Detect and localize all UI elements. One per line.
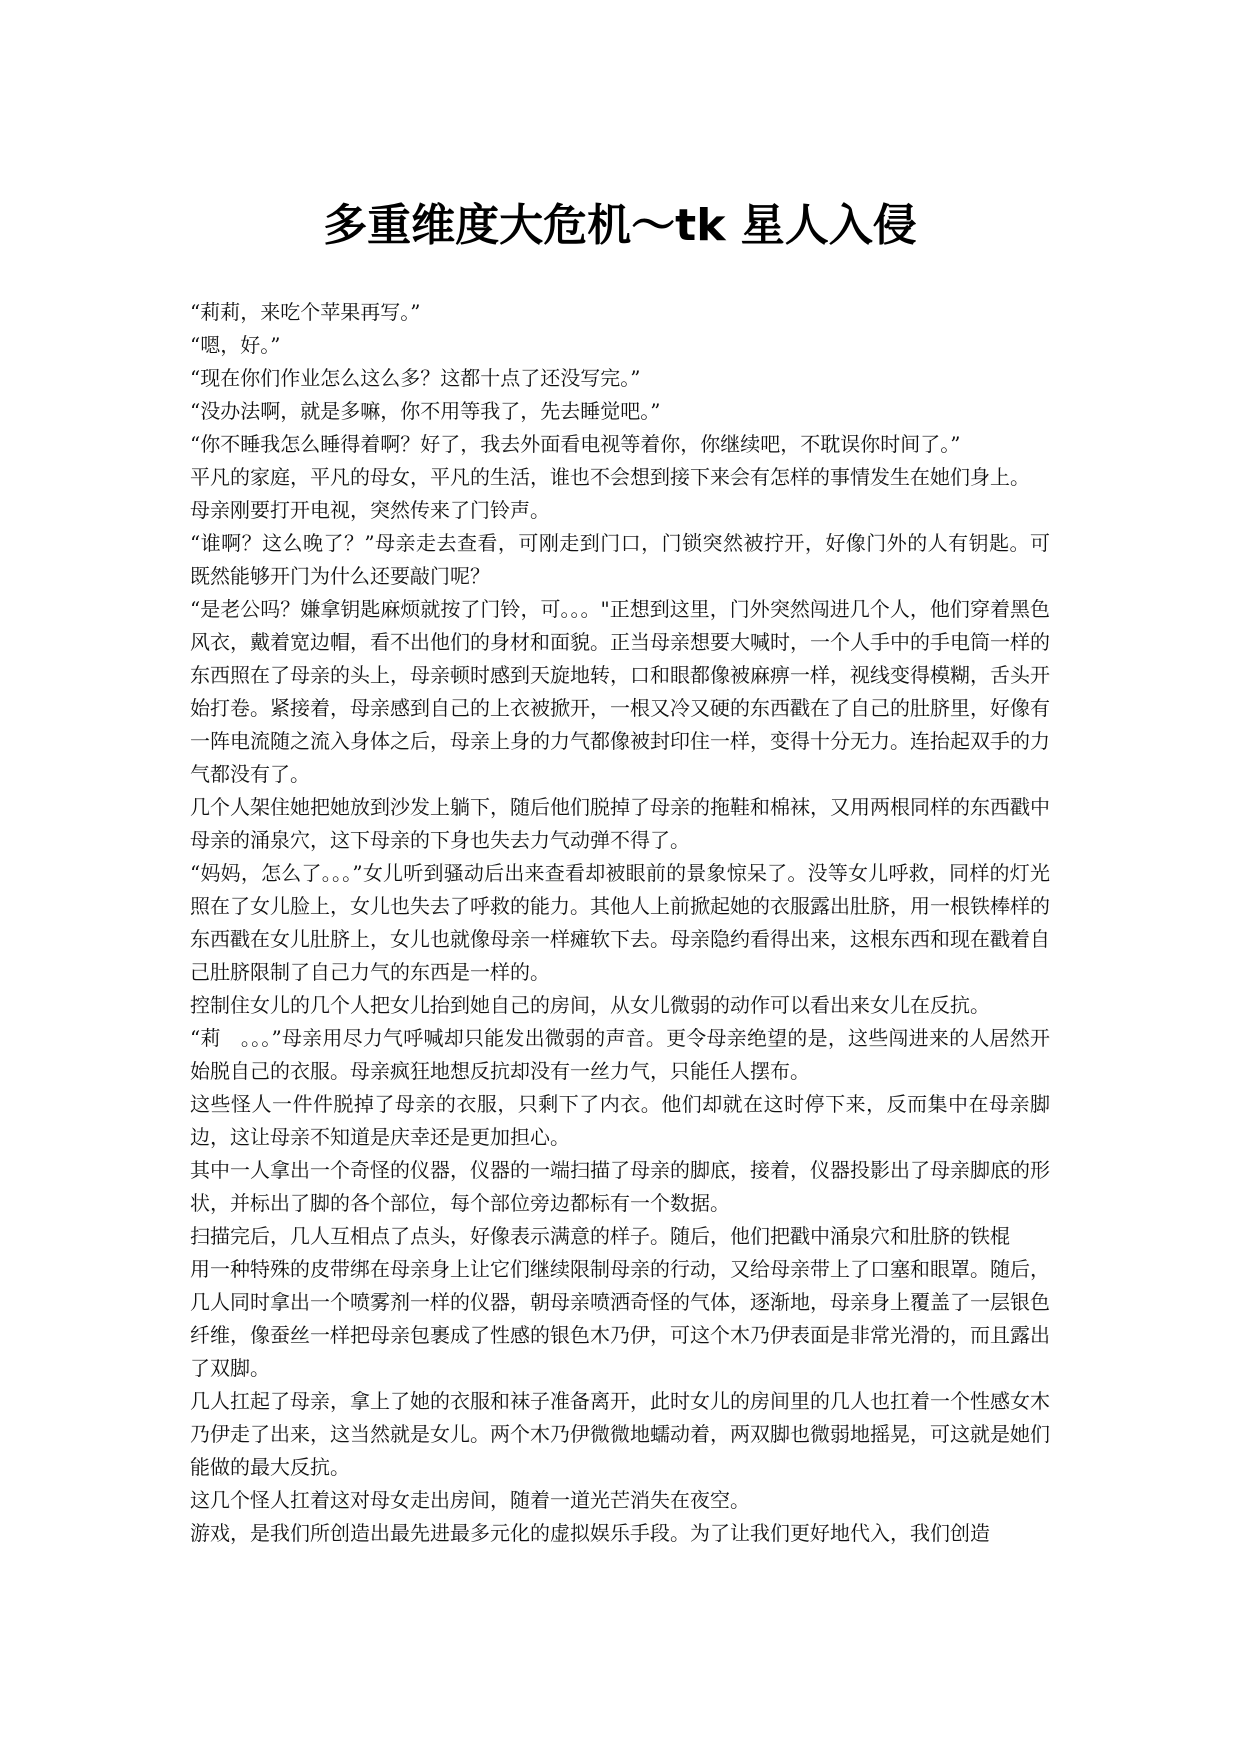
paragraph: 这几个怪人扛着这对母女走出房间，随着一道光芒消失在夜空。 [190,1488,750,1512]
paragraph: “嗯，好。” [190,333,281,357]
paragraph: 几个人架住她把她放到沙发上躺下，随后他们脱掉了母亲的拖鞋和棉袜，又用两根同样的东西戳中母亲的涌泉穴，这下母亲的下身也失去力气动弹不得了。 [190,795,1050,852]
paragraph: 扫描完后，几人互相点了点头，好像表示满意的样子。随后，他们把戳中涌泉穴和肚脐的铁棍 [190,1224,1010,1248]
paragraph: 母亲刚要打开电视，突然传来了门铃声。 [190,498,550,522]
paragraph: 游戏，是我们所创造出最先进最多元化的虚拟娱乐手段。为了让我们更好地代入，我们创造 [190,1521,990,1545]
paragraph: 其中一人拿出一个奇怪的仪器，仪器的一端扫描了母亲的脚底，接着，仪器投影出了母亲脚底的形状，并标出了脚的各个部位，每个部位旁边都标有一个数据。 [190,1158,1050,1215]
paragraph: “莉 。。。”母亲用尽力气呼喊却只能发出微弱的声音。更令母亲绝望的是，这些闯进来的人居然开始脱自己的衣服。母亲疯狂地想反抗却没有一丝力气，只能任人摆布。 [190,1026,1050,1083]
paragraph: “现在你们作业怎么这么多？这都十点了还没写完。” [190,366,641,390]
paragraph: 几人扛起了母亲，拿上了她的衣服和袜子准备离开，此时女儿的房间里的几人也扛着一个性感女木乃伊走了出来，这当然就是女儿。两个木乃伊微微地蠕动着，两双脚也微弱地摇晃，可这就是她们能做的最大反抗。 [190,1389,1050,1479]
paragraph: “是老公吗？嫌拿钥匙麻烦就按了门铃，可。。。"正想到这里，门外突然闯进几个人，他们穿着黑色风衣，戴着宽边帽，看不出他们的身材和面貌。正当母亲想要大喊时，一个人手中的手电筒一样的东西照在了母亲的头上，母亲顿时感到天旋地转，口和眼都像被麻痹一样，视线变得模糊，舌头开始打卷。紧接着，母亲感到自己的上衣被掀开，一根又冷又硬的东西戳在了自己的肚脐里，好像有一阵电流随之流入身体之后，母亲上身的力气都像被封印住一样，变得十分无力。连抬起双手的力气都没有了。 [190,597,1050,786]
paragraph: 控制住女儿的几个人把女儿抬到她自己的房间，从女儿微弱的动作可以看出来女儿在反抗。 [190,993,990,1017]
paragraph: “没办法啊，就是多嘛，你不用等我了，先去睡觉吧。” [190,399,661,423]
paragraph: 这些怪人一件件脱掉了母亲的衣服，只剩下了内衣。他们却就在这时停下来，反而集中在母亲脚边，这让母亲不知道是庆幸还是更加担心。 [190,1092,1050,1149]
paragraph: “你不睡我怎么睡得着啊？好了，我去外面看电视等着你，你继续吧，不耽误你时间了。” [190,432,961,456]
paragraph: 用一种特殊的皮带绑在母亲身上让它们继续限制母亲的行动，又给母亲带上了口塞和眼罩。随后，几人同时拿出一个喷雾剂一样的仪器，朝母亲喷洒奇怪的气体，逐渐地，母亲身上覆盖了一层银色纤维，像蚕丝一样把母亲包裹成了性感的银色木乃伊，可这个木乃伊表面是非常光滑的，而且露出了双脚。 [190,1257,1050,1380]
paragraph: 平凡的家庭，平凡的母女，平凡的生活，谁也不会想到接下来会有怎样的事情发生在她们身上。 [190,465,1030,489]
paragraph: “莉莉，来吃个苹果再写。” [190,300,421,324]
paragraph: “妈妈，怎么了。。。”女儿听到骚动后出来查看却被眼前的景象惊呆了。没等女儿呼救，同样的灯光照在了女儿脸上，女儿也失去了呼救的能力。其他人上前掀起她的衣服露出肚脐，用一根铁棒样的东西戳在女儿肚脐上，女儿也就像母亲一样瘫软下去。母亲隐约看得出来，这根东西和现在戳着自己肚脐限制了自己力气的东西是一样的。 [190,861,1050,984]
document-title: 多重维度大危机～tk 星人入侵 [323,200,917,251]
paragraph: “谁啊？这么晚了？”母亲走去查看，可刚走到门口，门锁突然被拧开，好像门外的人有钥匙。可既然能够开门为什么还要敲门呢？ [190,531,1050,588]
document-body [190,296,1050,1550]
